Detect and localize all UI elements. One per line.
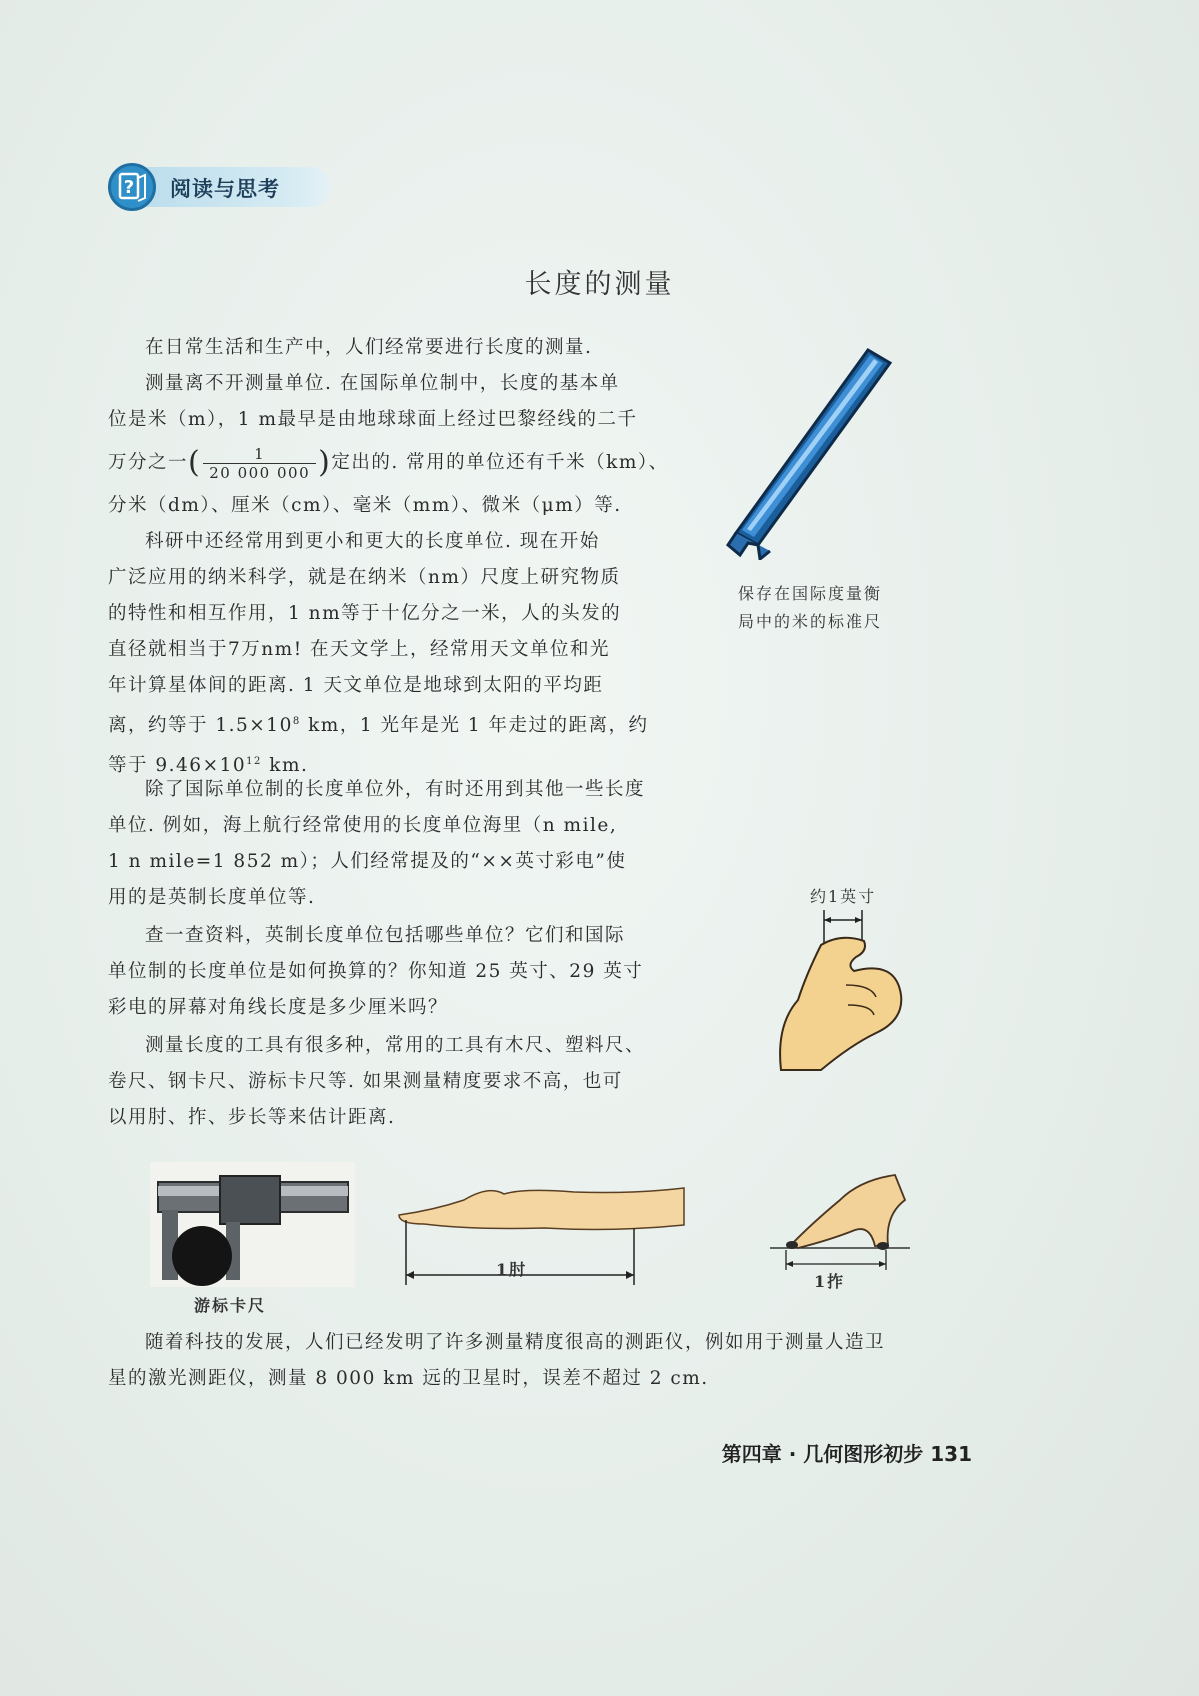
- text-line: 年计算星体间的距离. 1 天文单位是地球到太阳的平均距: [108, 675, 604, 696]
- fraction-numerator: 1: [203, 445, 316, 464]
- thumb-inch-illustration: [776, 905, 916, 1075]
- text-fragment: km.: [261, 755, 309, 777]
- svg-text:?: ?: [123, 177, 135, 198]
- text-line: 1 n mile=1 852 m）；人们经常提及的“××英寸彩电”使: [108, 851, 627, 872]
- badge-label: 阅读与思考: [170, 177, 280, 201]
- paragraph-7: [108, 1325, 885, 1397]
- span-caption: 1拃: [814, 1272, 846, 1291]
- caption-line: 保存在国际度量衡: [738, 584, 883, 603]
- forearm-illustration: [394, 1180, 694, 1290]
- text-line: 直径就相当于7万nm! 在天文学上，经常用天文单位和光: [108, 639, 611, 660]
- page-title: 长度的测量: [524, 269, 675, 300]
- superscript: 8: [292, 716, 301, 727]
- ruler-caption: [738, 580, 882, 636]
- paragraph-4: [108, 772, 645, 916]
- text-line: 以用肘、拃、步长等来估计距离.: [108, 1107, 396, 1128]
- text-line: 单位. 例如，海上航行经常使用的长度单位海里（n mile,: [108, 815, 618, 836]
- paragraph-3: [108, 524, 649, 784]
- text-fragment: 定出的. 常用的单位还有千米（km）、: [331, 452, 669, 473]
- text-line: 测量长度的工具有很多种，常用的工具有木尺、塑料尺、: [145, 1035, 646, 1056]
- text-line: 的特性和相互作用，1 nm等于十亿分之一米，人的头发的: [108, 603, 622, 624]
- elbow-caption: 1肘: [496, 1260, 528, 1279]
- meter-bar-illustration: [718, 345, 908, 560]
- text-fragment: km，1 光年是光 1 年走过的距离，约: [300, 715, 649, 737]
- text-line: 单位制的长度单位是如何换算的？你知道 25 英寸、29 英寸: [108, 961, 644, 982]
- question-book-icon: [108, 163, 156, 211]
- text-line: 查一查资料，英制长度单位包括哪些单位？它们和国际: [145, 925, 626, 946]
- fraction: [203, 445, 316, 482]
- paragraph-1: [108, 330, 592, 366]
- caption-line: 局中的米的标准尺: [738, 612, 883, 631]
- paragraph-5: [108, 918, 643, 1026]
- text-line-fraction: 万分之一( $\frac{1}{20 000 000}$ )定出的. 常用的单位还有千米（km）、: [108, 444, 669, 482]
- vernier-caliper-illustration: [150, 1162, 355, 1287]
- text-fragment: 万分之一: [108, 452, 189, 473]
- text-line: 卷尺、钢卡尺、游标卡尺等. 如果测量精度要求不高，也可: [108, 1071, 623, 1092]
- page-footer: 第四章 · 几何图形初步 131: [721, 1442, 972, 1466]
- section-badge: [108, 163, 330, 211]
- caliper-caption: 游标卡尺: [194, 1296, 267, 1315]
- paragraph-2: [108, 366, 669, 524]
- inch-label: 约1英寸: [810, 887, 877, 906]
- text-line: 在日常生活和生产中，人们经常要进行长度的测量.: [145, 337, 593, 358]
- text-line: 分米（dm）、厘米（cm）、毫米（mm）、微米（μm）等.: [108, 495, 622, 516]
- text-fragment: 离，约等于 1.5×10: [108, 715, 293, 737]
- paragraph-6: [108, 1028, 645, 1136]
- text-line: 除了国际单位制的长度单位外，有时还用到其他一些长度: [145, 779, 646, 800]
- text-line: 广泛应用的纳米科学，就是在纳米（nm）尺度上研究物质: [108, 567, 621, 588]
- text-line: [108, 704, 649, 744]
- text-line: 位是米（m），1 m最早是由地球球面上经过巴黎经线的二千: [108, 409, 638, 430]
- text-line: 随着科技的发展，人们已经发明了许多测量精度很高的测距仪，例如用于测量人造卫: [145, 1332, 886, 1353]
- text-line: 星的激光测距仪，测量 8 000 km 远的卫星时，误差不超过 2 cm.: [108, 1368, 709, 1389]
- superscript: 12: [246, 756, 262, 768]
- text-line: 测量离不开测量单位. 在国际单位制中，长度的基本单: [145, 373, 620, 394]
- text-line: 彩电的屏幕对角线长度是多少厘米吗？: [108, 997, 449, 1018]
- text-fragment: 等于 9.46×10: [108, 755, 247, 777]
- fraction-denominator: 20 000 000: [209, 463, 311, 482]
- text-line: 用的是英制长度单位等.: [108, 887, 316, 908]
- text-line: 科研中还经常用到更小和更大的长度单位. 现在开始: [145, 531, 600, 552]
- hand-span-illustration: [770, 1170, 910, 1270]
